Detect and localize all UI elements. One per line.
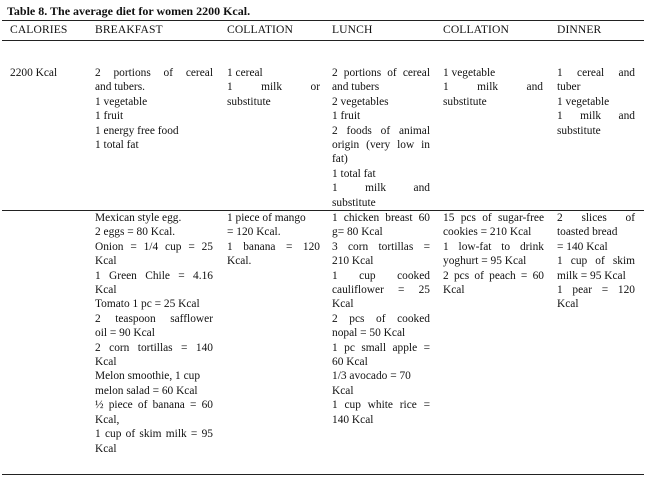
cell-line: Kcal.	[227, 255, 252, 268]
cell-line: oil = 90 Kcal	[95, 327, 155, 340]
cell-line: substitute	[443, 95, 487, 108]
table-row-menu	[0, 211, 648, 466]
cell-line: 1 vegetable	[557, 95, 610, 108]
cell-line: 1 cup cooked	[332, 269, 430, 282]
cell-line: and tubers.	[95, 81, 145, 94]
cell-line: 1 low-fat to drink	[443, 240, 544, 253]
cell-dinner-portions	[557, 66, 635, 138]
cell-line: 1 fruit	[95, 110, 124, 123]
cell-collation-1-portions	[227, 66, 320, 109]
cell-line: 2 vegetables	[332, 95, 389, 108]
cell-line: g= 80 Kcal	[332, 226, 383, 239]
cell-line: 1 pc small apple =	[332, 341, 430, 354]
cell-line: 1/3 avocado = 70	[332, 370, 411, 383]
cell-line: 1 vegetable	[95, 95, 148, 108]
cell-calories	[10, 66, 90, 80]
cell-collation-1-menu	[227, 211, 320, 269]
cell-line: 1 cup white rice =	[332, 399, 430, 412]
cell-line: 1 milk and	[332, 182, 430, 195]
cell-line: tuber	[557, 81, 581, 94]
cell-line: 2 eggs = 80 Kcal.	[95, 226, 176, 239]
cell-line: milk = 95 Kcal	[557, 269, 626, 282]
cell-line: 1 pear = 120	[557, 284, 635, 297]
cell-line: 1 cereal and	[557, 67, 635, 79]
cell-line: 2 pcs of cooked	[332, 312, 430, 325]
cell-line: Mexican style egg.	[95, 212, 182, 224]
cell-line: 2 corn tortillas = 140	[95, 341, 213, 354]
header-lunch: LUNCH	[332, 23, 373, 36]
cell-line: fat)	[332, 153, 348, 166]
header-dinner: DINNER	[557, 23, 602, 36]
cell-line: 2 portions of cereal	[95, 67, 213, 79]
header-rule	[2, 40, 644, 41]
cell-line: = 140 Kcal	[557, 240, 608, 253]
cell-line: 2 portions of cereal	[332, 67, 430, 79]
cell-line: 210 Kcal	[332, 255, 374, 268]
cell-line: Kcal	[95, 356, 117, 369]
cell-line: 1 banana = 120	[227, 240, 320, 253]
cell-line: Kcal	[95, 255, 117, 268]
cell-line: 1 fruit	[332, 110, 361, 123]
cell-line: 1 cereal	[227, 67, 263, 79]
cell-line: 1 cup of skim	[557, 255, 635, 268]
cell-line: substitute	[227, 95, 271, 108]
cell-line: Onion = 1/4 cup = 25	[95, 240, 213, 253]
cell-line: 2200 Kcal	[10, 67, 58, 79]
cell-line: origin (very low in	[332, 139, 430, 152]
cell-lunch-portions	[332, 66, 430, 210]
cell-collation-2-menu	[443, 211, 544, 297]
cell-line: ½ piece of banana = 60	[95, 399, 213, 412]
cell-line: 2 foods of animal	[332, 124, 430, 137]
table-title: Table 8. The average diet for women 2200 Kcal.	[7, 4, 251, 18]
cell-line: cauliflower = 25	[332, 284, 430, 297]
cell-line: Melon smoothie, 1 cup	[95, 370, 201, 383]
cell-line: 2 slices of	[557, 212, 635, 224]
cell-line: 1 energy free food	[95, 124, 179, 137]
header-collation-2: COLLATION	[443, 23, 509, 36]
cell-line: melon salad = 60 Kcal	[95, 384, 198, 397]
cell-breakfast-menu	[95, 211, 213, 456]
cell-line: nopal = 50 Kcal	[332, 327, 406, 340]
cell-line: 60 Kcal	[332, 356, 368, 369]
cell-line: 1 total fat	[95, 139, 139, 152]
cell-line: Kcal	[332, 298, 354, 311]
header-breakfast: BREAKFAST	[95, 23, 163, 36]
cell-line: 1 total fat	[332, 167, 376, 180]
cell-line: substitute	[557, 124, 601, 137]
cell-line: Kcal	[443, 284, 465, 297]
cell-line: = 120 Kcal.	[227, 226, 281, 239]
cell-line: 1 milk and	[557, 110, 635, 123]
cell-line: yoghurt = 95 Kcal	[443, 255, 527, 268]
cell-line: 1 chicken breast 60	[332, 212, 430, 224]
cell-line: Kcal	[557, 298, 579, 311]
cell-line: substitute	[332, 196, 376, 209]
cell-line: cookies = 210 Kcal	[443, 226, 532, 239]
cell-line: 2 pcs of peach = 60	[443, 269, 544, 282]
cell-line: 2 teaspoon safflower	[95, 312, 213, 325]
header-collation-1: COLLATION	[227, 23, 293, 36]
cell-line: 140 Kcal	[332, 413, 374, 426]
bottom-rule	[2, 474, 644, 475]
cell-line: 15 pcs of sugar-free	[443, 212, 544, 224]
cell-line: Kcal	[95, 442, 117, 455]
cell-line: Kcal	[95, 284, 117, 297]
cell-line: 1 piece of mango	[227, 212, 306, 224]
header-calories: CALORIES	[10, 23, 68, 36]
cell-dinner-menu	[557, 211, 635, 312]
cell-line: 3 corn tortillas =	[332, 240, 430, 253]
cell-line: 1 Green Chile = 4.16	[95, 269, 213, 282]
cell-collation-2-portions	[443, 66, 543, 109]
cell-line: Tomato 1 pc = 25 Kcal	[95, 298, 200, 311]
cell-breakfast-portions	[95, 66, 213, 152]
table-row-portions	[0, 66, 648, 209]
cell-line: and tubers	[332, 81, 380, 94]
cell-line: Kcal	[332, 384, 354, 397]
cell-line: toasted bread	[557, 226, 618, 239]
top-rule	[2, 20, 644, 21]
header-row	[0, 22, 648, 38]
cell-line: 1 milk or	[227, 81, 320, 94]
cell-line: 1 vegetable	[443, 67, 496, 79]
cell-line: 1 cup of skim milk = 95	[95, 428, 213, 441]
cell-line: 1 milk and	[443, 81, 543, 94]
cell-lunch-menu	[332, 211, 430, 427]
cell-line: Kcal,	[95, 413, 120, 426]
